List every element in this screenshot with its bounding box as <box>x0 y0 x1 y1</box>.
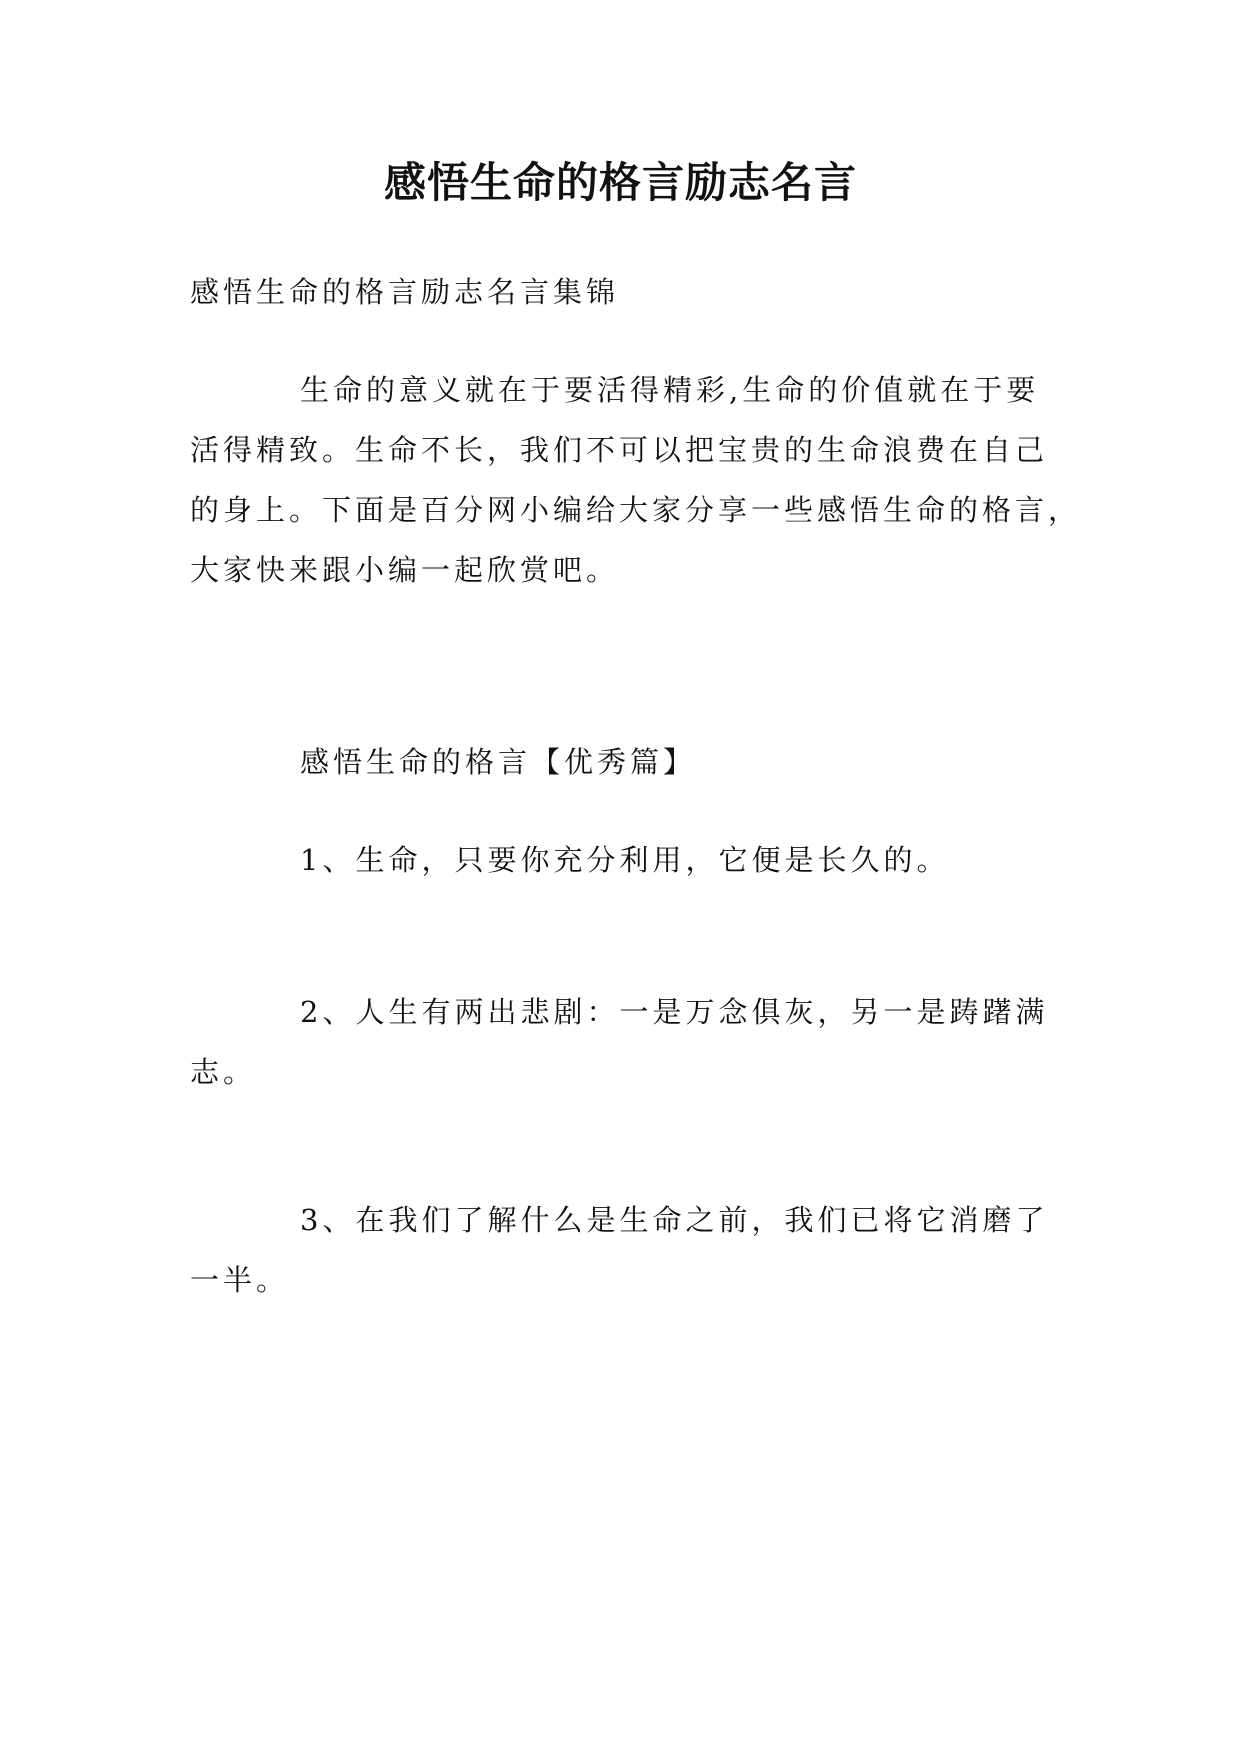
paragraph-line: 活得精致。生命不长，我们不可以把宝贵的生命浪费在自己 <box>190 433 1049 467</box>
section-heading <box>190 732 1052 792</box>
intro-paragraph <box>190 360 1082 600</box>
paragraph-line: 大家快来跟小编一起欣赏吧。 <box>190 553 620 587</box>
quote-item-3 <box>190 1190 1052 1310</box>
subtitle-line: 感悟生命的格言励志名言集锦 <box>190 275 620 309</box>
paragraph-line: 生命的意义就在于要活得精彩,生命的价值就在于要 <box>300 373 1040 407</box>
quote-line: 1、生命，只要你充分利用，它便是长久的。 <box>300 843 950 877</box>
paragraph-line: 的身上。下面是百分网小编给大家分享一些感悟生命的格言， <box>190 493 1082 527</box>
quote-line: 2、人生有两出悲剧：一是万念俱灰，另一是踌躇满 <box>300 995 1049 1029</box>
quote-line: 3、在我们了解什么是生命之前，我们已将它消磨了 <box>300 1203 1049 1237</box>
document-subtitle <box>190 262 1052 322</box>
quote-item-1 <box>190 830 1052 890</box>
document-title: 感悟生命的格言励志名言 <box>383 158 857 207</box>
quote-line: 志。 <box>190 1055 257 1089</box>
section-heading-text: 感悟生命的格言【优秀篇】 <box>300 745 697 779</box>
quote-line: 一半。 <box>190 1263 290 1297</box>
quote-item-2 <box>190 982 1052 1102</box>
